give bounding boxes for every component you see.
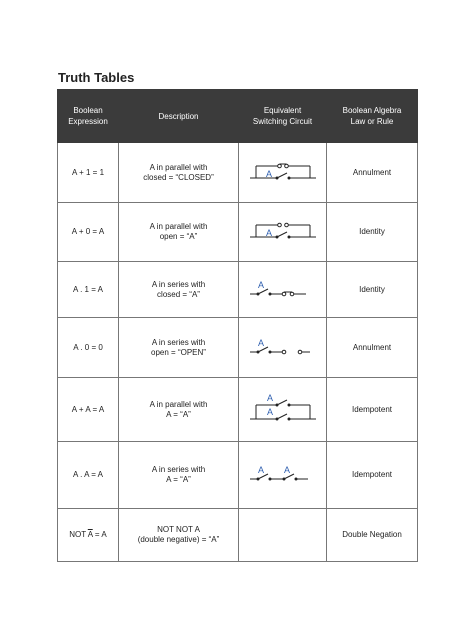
law-cell: Idempotent (327, 378, 418, 442)
description-line: A = “A” (166, 475, 191, 484)
expression-cell (58, 509, 119, 562)
expression-cell: A . 1 = A (58, 262, 119, 318)
truth-table (57, 89, 418, 562)
series-closed-circuit-diagram (248, 279, 318, 301)
switch-label: A (257, 279, 264, 290)
description-cell (119, 262, 239, 318)
expression-overlined: $\overline{A}$ (87, 530, 93, 539)
header-expression (58, 90, 119, 143)
description-cell (119, 203, 239, 262)
header-row (58, 90, 418, 143)
law-cell: Annulment (327, 143, 418, 203)
circuit-cell (239, 378, 327, 442)
circuit-cell (239, 442, 327, 509)
header-circuit (239, 90, 327, 143)
table-row (58, 262, 418, 318)
circuit-cell (239, 143, 327, 203)
table-row (58, 442, 418, 509)
parallel-closed-circuit-diagram (248, 160, 318, 186)
table-row (58, 378, 418, 442)
page-title: Truth Tables (58, 70, 135, 85)
description-line: A in series with (151, 337, 206, 347)
parallel-same-circuit-diagram (248, 393, 318, 427)
table-row (58, 318, 418, 378)
description-line: open = “OPEN” (151, 347, 206, 357)
header-expression-line1: Boolean (73, 106, 103, 115)
header-expression-line2: Expression (68, 117, 108, 126)
law-cell: Identity (327, 262, 418, 318)
description-line: A in parallel with (149, 222, 208, 231)
description-line: A in parallel with (149, 399, 208, 409)
description-cell (119, 318, 239, 378)
series-same-circuit-diagram (248, 464, 318, 486)
circuit-cell (239, 318, 327, 378)
header-law (327, 90, 418, 143)
header-law-line2: Law or Rule (350, 117, 394, 126)
description-line: NOT NOT A (157, 525, 200, 534)
circuit-cell (239, 509, 327, 562)
expression-cell: A + 1 = 1 (58, 143, 119, 203)
header-description: Description (119, 90, 239, 143)
expression-text (69, 530, 106, 539)
expression-cell: A . 0 = 0 (58, 318, 119, 378)
description-line: (double negative) = “A” (137, 535, 220, 544)
expression-prefix: NOT (69, 530, 88, 539)
header-circuit-line2: Switching Circuit (252, 117, 313, 126)
switch-label: A (266, 406, 273, 417)
description-cell (119, 143, 239, 203)
description-line: A = “A” (166, 409, 191, 419)
description-line: A in series with (151, 279, 206, 289)
description-line: A in series with (151, 465, 206, 474)
table-row (58, 203, 418, 262)
description-cell (119, 378, 239, 442)
expression-cell: A + A = A (58, 378, 119, 442)
switch-label: A (257, 337, 264, 348)
header-law-line1: Boolean Algebra (342, 106, 402, 115)
expression-suffix: = A (92, 530, 107, 539)
law-cell: Idempotent (327, 442, 418, 509)
law-cell: Annulment (327, 318, 418, 378)
switch-label: A (283, 465, 290, 475)
description-cell (119, 509, 239, 562)
parallel-open-circuit-diagram (248, 219, 318, 245)
header-circuit-line1: Equivalent (263, 106, 302, 115)
expression-cell: A + 0 = A (58, 203, 119, 262)
circuit-cell (239, 262, 327, 318)
table-row (58, 143, 418, 203)
description-cell (119, 442, 239, 509)
switch-label: A (266, 392, 273, 403)
law-cell: Double Negation (327, 509, 418, 562)
law-cell: Identity (327, 203, 418, 262)
circuit-cell (239, 203, 327, 262)
description-line: closed = “CLOSED” (143, 172, 214, 182)
series-open-circuit-diagram (248, 337, 318, 359)
switch-label: A (265, 168, 272, 179)
table-row (58, 509, 418, 562)
description-line: A in parallel with (149, 162, 208, 172)
description-line: open = “A” (159, 232, 198, 241)
description-line: closed = “A” (157, 289, 200, 299)
switch-label: A (257, 465, 264, 475)
expression-cell: A . A = A (58, 442, 119, 509)
switch-label: A (265, 228, 272, 238)
